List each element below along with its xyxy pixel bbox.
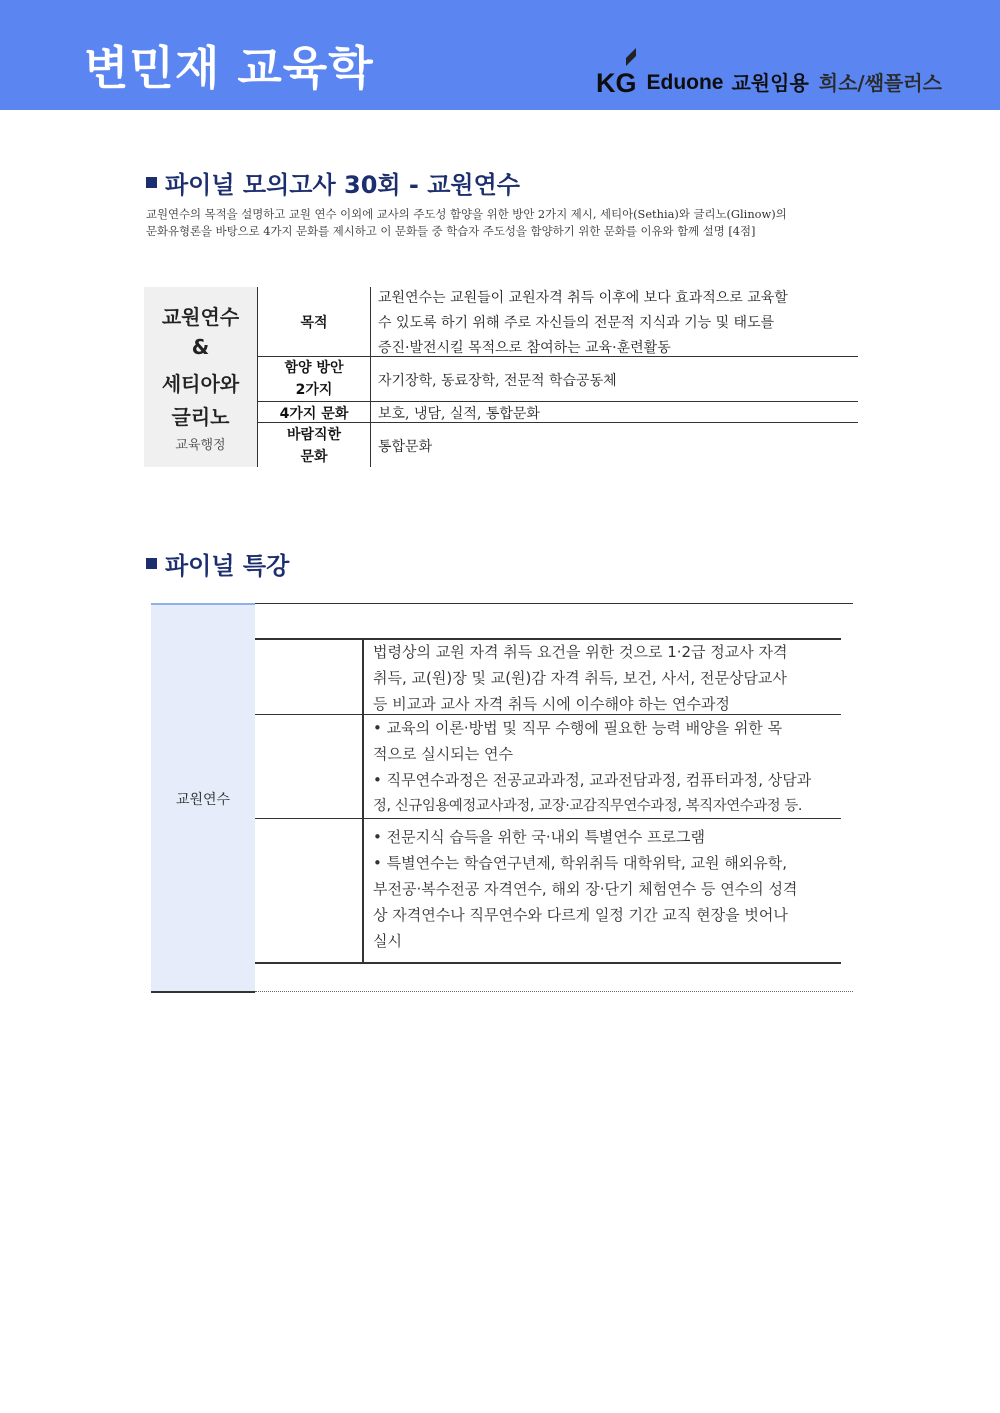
purpose-line-1: 교원연수는 교원들이 교원자격 취득 이후에 보다 효과적으로 교육할 — [378, 290, 788, 306]
question-text — [146, 206, 852, 240]
section-title-text: 파이널 특강 — [165, 552, 290, 580]
brand-logo — [596, 58, 942, 98]
row3-line: 상 자격연수나 직무연수와 다르게 일정 기간 교직 현장을 벗어나 — [373, 906, 788, 924]
row3-line: • 전문지식 습득을 위한 국·내외 특별연수 프로그램 — [373, 828, 706, 846]
topic-title-line-1: 교원연수 — [161, 305, 240, 329]
topic-subtitle: 교육행정 — [175, 438, 226, 453]
row-label-purpose: 목적 — [300, 315, 328, 331]
methods-label-line-2: 2가지 — [295, 382, 333, 398]
row3-line: • 특별연수는 학습연구년제, 학위취득 대학위탁, 교원 해외유학, — [373, 854, 788, 872]
table2-row-2 — [373, 715, 830, 819]
topic-title-line-3: 세티아와 — [161, 372, 240, 396]
table2-row-line — [255, 962, 841, 964]
table2-row-3 — [373, 824, 830, 954]
table2-topic-label: 교원연수 — [175, 792, 231, 808]
table2-divider — [362, 639, 364, 963]
methods-label-line-1: 함양 방안 — [284, 360, 344, 376]
row-value-methods: 자기장학, 동료장학, 전문적 학습공동체 — [378, 373, 617, 389]
desirable-label-line-2: 문화 — [300, 449, 328, 465]
row-label-desirable — [258, 424, 370, 468]
desirable-label-line-1: 바람직한 — [286, 427, 342, 443]
purpose-line-2: 수 있도록 하기 위해 주로 자신들의 전문적 지식과 기능 및 태도를 — [378, 315, 775, 331]
row1-line: 취득, 교(원)장 및 교(원)감 자격 취득, 보건, 사서, 전문상담교사 — [373, 669, 787, 687]
brand-eduone: Eduone — [646, 71, 724, 94]
brand-note: 희소/쌤플러스 — [818, 71, 942, 95]
purpose-line-3: 증진·발전시킬 목적으로 참여하는 교육·훈련활동 — [378, 340, 671, 356]
row1-line: 등 비교과 교사 자격 취득 시에 이수해야 하는 연수과정 — [373, 695, 730, 713]
row-value-purpose — [378, 286, 852, 361]
page-title: 변민재 교육학 — [84, 41, 374, 95]
row2-line: 적으로 실시되는 연수 — [373, 745, 513, 763]
section-title-mock-exam — [146, 165, 520, 200]
row3-line: 실시 — [373, 932, 402, 950]
row2-line: • 교육의 이론·방법 및 직무 수행에 필요한 능력 배양을 위한 목 — [373, 719, 783, 737]
question-line-2: 문화유형론을 바탕으로 4가지 문화를 제시하고 이 문화들 중 학습자 주도성을 함양하기 위한 문화를 이유와 함께 설명 [4점] — [146, 224, 756, 238]
table1-divider — [370, 287, 371, 467]
section-title-text: 파이널 모의고사 30회 - 교원연수 — [165, 171, 520, 199]
brand-kg — [596, 68, 637, 98]
table2-bottom-dotted-line — [255, 991, 853, 992]
topic-title-line-4: 글리노 — [171, 405, 230, 429]
row-label-cultures: 4가지 문화 — [279, 406, 349, 422]
row-value-cultures: 보호, 냉담, 실적, 통합문화 — [378, 406, 540, 422]
table2-top-line — [255, 603, 853, 604]
topic-title-line-2: & — [191, 335, 210, 359]
table2-bottom-line — [151, 991, 255, 993]
square-bullet-icon — [146, 177, 157, 188]
row2-line: 정, 신규임용예정교사과정, 교장·교감직무연수과정, 복직자연수과정 등. — [373, 798, 803, 814]
brand-subtitle: 교원임용 — [731, 71, 809, 95]
table1-row-line — [257, 401, 858, 402]
square-bullet-icon — [146, 558, 157, 569]
table1-topic-cell — [144, 287, 257, 467]
row1-line: 법령상의 교원 자격 취득 요건을 위한 것으로 1·2급 정교사 자격 — [373, 643, 788, 661]
section-title-special-lecture — [146, 546, 289, 581]
row2-line: • 직무연수과정은 전공교과과정, 교과전담과정, 컴퓨터과정, 상담과 — [373, 771, 812, 789]
page-header — [0, 0, 1000, 110]
question-line-1: 교원연수의 목적을 설명하고 교원 연수 이외에 교사의 주도성 함양을 위한 방안 2가지 제시, 세티아(Sethia)와 글리노(Glinow)의 — [146, 207, 787, 221]
table2-row-1 — [373, 639, 830, 717]
kg-logo-mark-icon — [624, 48, 638, 66]
row-value-desirable: 통합문화 — [378, 439, 433, 455]
brand-kg-text: KG — [595, 68, 637, 98]
row-label-methods — [258, 357, 370, 401]
table2-top-accent — [151, 603, 255, 605]
row3-line: 부전공·복수전공 자격연수, 해외 장·단기 체험연수 등 연수의 성격 — [373, 880, 798, 898]
